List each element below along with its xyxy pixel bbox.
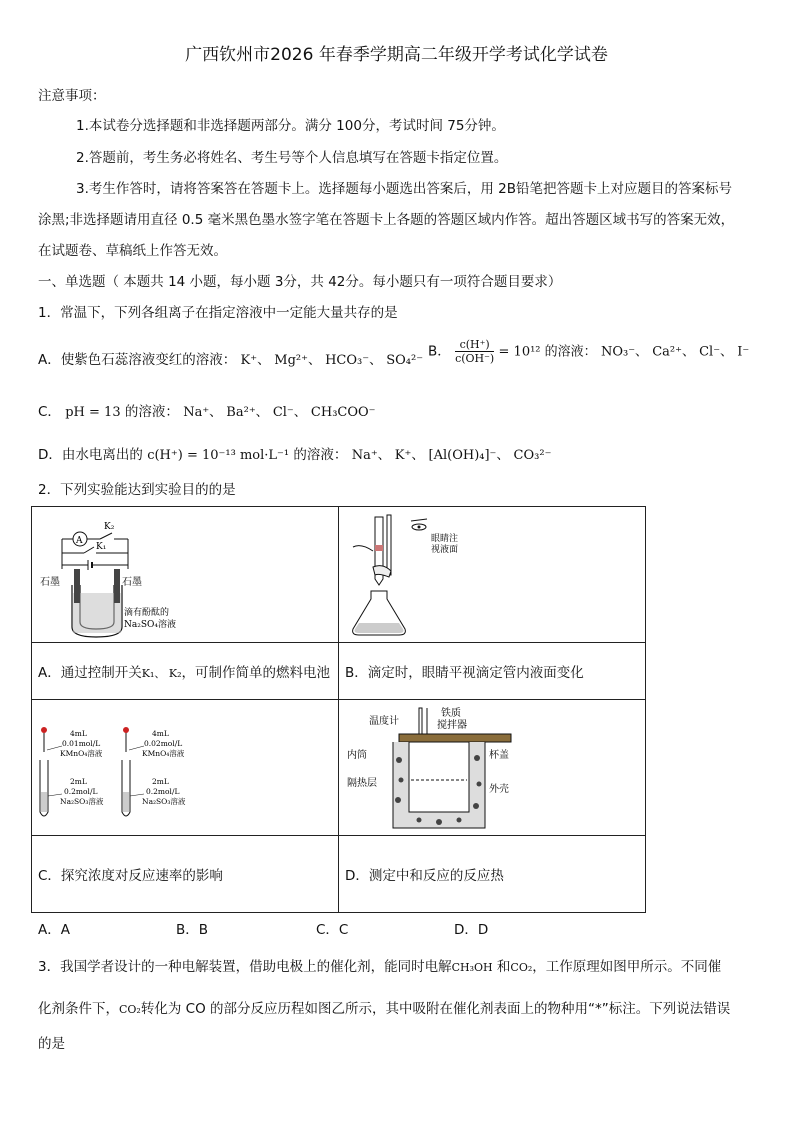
q1-a-ions: K⁺、 Mg²⁺、 HCO₃⁻、 SO₄²⁻ — [240, 353, 424, 368]
q2-choice-d[interactable]: D．D — [454, 922, 489, 938]
q3-l2-text: 化剂条件下， — [38, 1001, 119, 1017]
eye-note-1: 眼睛注 — [431, 534, 459, 544]
tube1-sol1: KMnO₄溶液 — [60, 749, 103, 758]
q3-co2-2: CO₂ — [119, 1003, 141, 1016]
q3-l1-and: 和 — [492, 959, 511, 975]
titration-figure — [339, 507, 645, 642]
q1-b-label: B． — [428, 343, 451, 360]
rate-experiment-figure — [32, 700, 338, 835]
notice-item-3-end: 在试题卷、草稿纸上作答无效。 — [38, 243, 227, 259]
q3-methanol: CH₃OH — [451, 961, 493, 974]
caption-a-switches: K₁、 K₂ — [141, 667, 182, 680]
section-heading: 一、单选题（ 本题共 14 小题，每小题 3分，共 42分。每小题只有一项符合题目要求） — [38, 274, 562, 290]
notice-item-3-cont: 涂黑;非选择题请用直径 0.5 毫米黑色墨水签字笔在答题卡上各题的答题区域内作答。超出答题区域书写的答案无效， — [38, 212, 735, 228]
left-electrode-label: 石墨 — [40, 577, 60, 588]
tube1-conc2: 0.2mol/L — [64, 787, 98, 796]
q3-line-2 — [38, 997, 730, 1017]
q2-choice-b[interactable]: B．B — [176, 922, 209, 938]
q2-options-table — [31, 506, 646, 913]
ammeter-label: A — [76, 536, 83, 546]
q1-a-label: A．使紫色石蕊溶液变红的溶液： — [38, 352, 237, 368]
q1-b-denominator: c(OH⁻) — [455, 352, 495, 365]
q1-d-ions: Na⁺、 K⁺、 [Al(OH)₄]⁻、 CO₃²⁻ — [351, 448, 552, 463]
notice-heading: 注意事项： — [38, 88, 106, 104]
q1-d-cond: c(H⁺) = 10⁻¹³ mol·L⁻¹ — [147, 448, 290, 463]
q3-l2-end: 转化为 CO 的部分反应历程如图乙所示，其中吸附在催化剂表面上的物种用“*”标注。下列说法错误 — [140, 1001, 731, 1017]
tube1-vol2: 2mL — [70, 777, 87, 786]
solution-label-2: Na₂SO₄溶液 — [124, 620, 177, 630]
tube1-sol2: Na₂SO₃溶液 — [60, 797, 104, 806]
q1-option-b — [428, 338, 749, 365]
q1-option-d — [38, 443, 551, 463]
caption-a-end: ，可制作简单的燃料电池 — [181, 665, 331, 681]
q1-d-mid: 的溶液： — [293, 447, 348, 463]
q1-b-fraction — [455, 338, 494, 365]
switch-k2-label: K₂ — [104, 522, 115, 532]
q2-stem: 2．下列实验能达到实验目的的是 — [38, 482, 236, 498]
tube1-conc1: 0.01mol/L — [62, 739, 101, 748]
q1-option-a — [38, 348, 423, 368]
inner-cup-label: 内筒 — [347, 750, 367, 761]
test-tube-2 — [122, 727, 186, 816]
calorimeter-figure — [339, 700, 645, 835]
stirrer-label-2: 搅拌器 — [437, 720, 467, 731]
q2-choice-a[interactable]: A．A — [38, 922, 70, 938]
q1-c-ions: Na⁺、 Ba²⁺、 Cl⁻、 CH₃COO⁻ — [183, 405, 376, 420]
q3-co2: CO₂ — [510, 961, 533, 974]
lid-label: 杯盖 — [489, 750, 509, 761]
eye-note-2: 视液面 — [431, 545, 459, 555]
q2-caption-c: C．探究浓度对反应速率的影响 — [32, 836, 339, 913]
q2-caption-b: B．滴定时，眼睛平视滴定管内液面变化 — [339, 643, 646, 700]
notice-item-2: 2.答题前，考生务必将姓名、考生号等个人信息填写在答题卡指定位置。 — [76, 150, 508, 166]
tube2-vol1: 4mL — [152, 729, 169, 738]
tube2-sol1: KMnO₄溶液 — [142, 749, 185, 758]
tube2-conc1: 0.02mol/L — [144, 739, 183, 748]
right-electrode-label: 石墨 — [122, 577, 142, 588]
q1-option-c — [38, 400, 376, 420]
stirrer-label-1: 铁质 — [441, 708, 461, 719]
q2-figure-c-cell — [32, 700, 339, 836]
q2-choice-c[interactable]: C．C — [316, 922, 349, 938]
insulation-label: 隔热层 — [347, 778, 377, 789]
q2-figure-b-cell — [339, 507, 646, 643]
q1-b-numerator: c(H⁺) — [455, 338, 494, 352]
q1-d-label: D．由水电离出的 — [38, 447, 143, 463]
tube2-vol2: 2mL — [152, 777, 169, 786]
q1-stem: 1．常温下，下列各组离子在指定溶液中一定能大量共存的是 — [38, 305, 398, 321]
q1-b-eq: = 10¹² 的溶液： — [498, 344, 597, 360]
q2-figure-a-cell — [32, 507, 339, 643]
exam-title: 广西钦州市2026 年春季学期高二年级开学考试化学试卷 — [185, 45, 608, 65]
q3-l1-text: 3．我国学者设计的一种电解装置，借助电极上的催化剂，能同时电解 — [38, 959, 452, 975]
q1-c-cond: pH = 13 — [65, 405, 121, 420]
notice-item-1: 1.本试卷分选择题和非选择题两部分。满分 100分，考试时间 75分钟。 — [76, 118, 505, 134]
tube1-vol1: 4mL — [70, 729, 87, 738]
solution-label-1: 滴有酚酞的 — [124, 608, 170, 618]
tube2-sol2: Na₂SO₃溶液 — [142, 797, 186, 806]
notice-item-3: 3.考生作答时，请将答案答在答题卡上。选择题每小题选出答案后，用 2B铅笔把答题卡上对应题目的答案标号 — [76, 181, 733, 197]
q2-caption-d: D．测定中和反应的反应热 — [339, 836, 646, 913]
shell-label: 外壳 — [489, 784, 509, 795]
q1-c-label: C． — [38, 404, 61, 420]
q1-c-mid: 的溶液： — [124, 404, 179, 420]
q3-l1-end: ，工作原理如图甲所示。不同催 — [532, 959, 722, 975]
q2-figure-d-cell — [339, 700, 646, 836]
q3-line-1 — [38, 955, 721, 975]
caption-a-text: A．通过控制开关 — [38, 665, 142, 681]
electrolysis-figure — [32, 507, 338, 642]
switch-k1-label: K₁ — [96, 542, 107, 552]
thermometer-label: 温度计 — [369, 716, 399, 727]
q3-line-3: 的是 — [38, 1036, 65, 1052]
tube2-conc2: 0.2mol/L — [146, 787, 180, 796]
q2-caption-a — [32, 643, 339, 700]
q1-b-ions: NO₃⁻、 Ca²⁺、 Cl⁻、 I⁻ — [600, 344, 750, 360]
test-tube-1 — [40, 727, 104, 816]
